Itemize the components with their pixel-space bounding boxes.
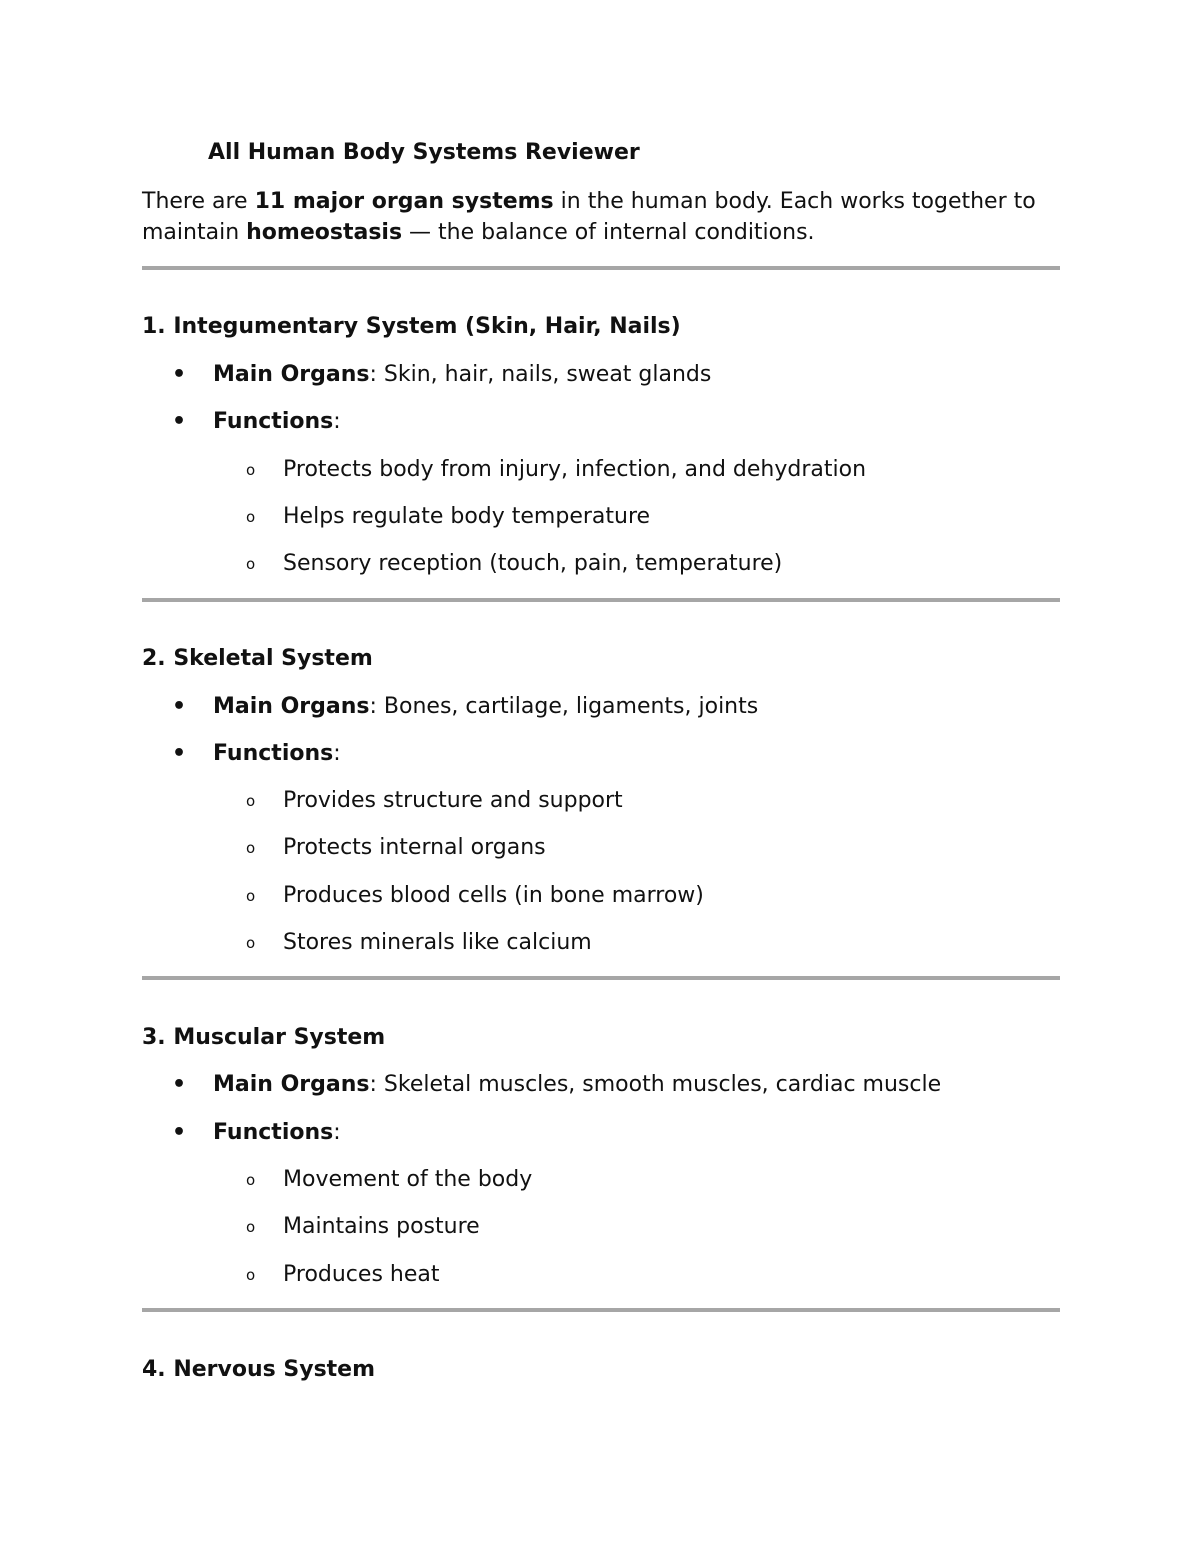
section-heading-integumentary: 1. Integumentary System (Skin, Hair, Nails): [142, 314, 681, 339]
functions-item: [172, 741, 341, 766]
section-heading-skeletal: 2. Skeletal System: [142, 646, 373, 671]
function-text: Produces blood cells (in bone marrow): [283, 883, 704, 908]
horizontal-rule: [142, 1308, 1060, 1312]
main-organs-value: : Skeletal muscles, smooth muscles, cardiac muscle: [369, 1072, 942, 1097]
document-title: All Human Body Systems Reviewer: [208, 140, 640, 165]
bullet-icon: •: [172, 741, 187, 766]
function-list-item: [246, 551, 782, 576]
functions-label: Functions: [213, 1120, 334, 1145]
functions-label: Functions: [213, 409, 334, 434]
function-list-item: [246, 788, 623, 813]
sub-bullet-icon: o: [246, 1218, 256, 1236]
bullet-icon: •: [172, 1072, 187, 1097]
sub-bullet-icon: o: [246, 839, 256, 857]
function-list-item: [246, 1167, 532, 1192]
intro-text: There are: [142, 189, 255, 214]
function-list-item: [246, 504, 650, 529]
intro-text: — the balance of internal conditions.: [402, 220, 815, 245]
sub-bullet-icon: o: [246, 461, 256, 479]
bullet-icon: •: [172, 694, 187, 719]
function-text: Protects internal organs: [283, 835, 546, 860]
function-text: Provides structure and support: [283, 788, 623, 813]
sub-bullet-icon: o: [246, 1266, 256, 1284]
function-list-item: [246, 1214, 480, 1239]
function-text: Sensory reception (touch, pain, temperature): [283, 551, 783, 576]
sub-bullet-icon: o: [246, 887, 256, 905]
main-organs-label: Main Organs: [213, 1072, 370, 1097]
function-text: Movement of the body: [283, 1167, 533, 1192]
bullet-icon: •: [172, 362, 187, 387]
function-text: Protects body from injury, infection, and dehydration: [283, 457, 867, 482]
function-list-item: [246, 835, 546, 860]
colon: :: [333, 409, 341, 434]
intro-text: in the human body. Each works together to maintain: [142, 189, 1036, 245]
functions-item: [172, 409, 341, 434]
main-organs-value: : Skin, hair, nails, sweat glands: [369, 362, 712, 387]
function-text: Helps regulate body temperature: [283, 504, 651, 529]
colon: :: [333, 741, 341, 766]
function-list-item: [246, 1262, 439, 1287]
section-heading-nervous: 4. Nervous System: [142, 1357, 376, 1382]
main-organs-item: [172, 694, 758, 719]
function-list-item: [246, 457, 866, 482]
bullet-icon: •: [172, 409, 187, 434]
function-text: Produces heat: [283, 1262, 440, 1287]
function-text: Stores minerals like calcium: [283, 930, 592, 955]
horizontal-rule: [142, 976, 1060, 980]
horizontal-rule: [142, 266, 1060, 270]
bullet-icon: •: [172, 1120, 187, 1145]
main-organs-item: [172, 362, 711, 387]
section-heading-muscular: 3. Muscular System: [142, 1025, 386, 1050]
function-list-item: [246, 930, 592, 955]
intro-emphasis: homeostasis: [246, 220, 403, 245]
sub-bullet-icon: o: [246, 508, 256, 526]
horizontal-rule: [142, 598, 1060, 602]
function-text: Maintains posture: [283, 1214, 480, 1239]
main-organs-value: : Bones, cartilage, ligaments, joints: [369, 694, 759, 719]
sub-bullet-icon: o: [246, 555, 256, 573]
main-organs-item: [172, 1072, 941, 1097]
functions-item: [172, 1120, 341, 1145]
sub-bullet-icon: o: [246, 1171, 256, 1189]
colon: :: [333, 1120, 341, 1145]
sub-bullet-icon: o: [246, 792, 256, 810]
function-list-item: [246, 883, 704, 908]
intro-emphasis: 11 major organ systems: [254, 189, 554, 214]
sub-bullet-icon: o: [246, 934, 256, 952]
main-organs-label: Main Organs: [213, 362, 370, 387]
main-organs-label: Main Organs: [213, 694, 370, 719]
intro-paragraph: [142, 186, 1060, 248]
functions-label: Functions: [213, 741, 334, 766]
